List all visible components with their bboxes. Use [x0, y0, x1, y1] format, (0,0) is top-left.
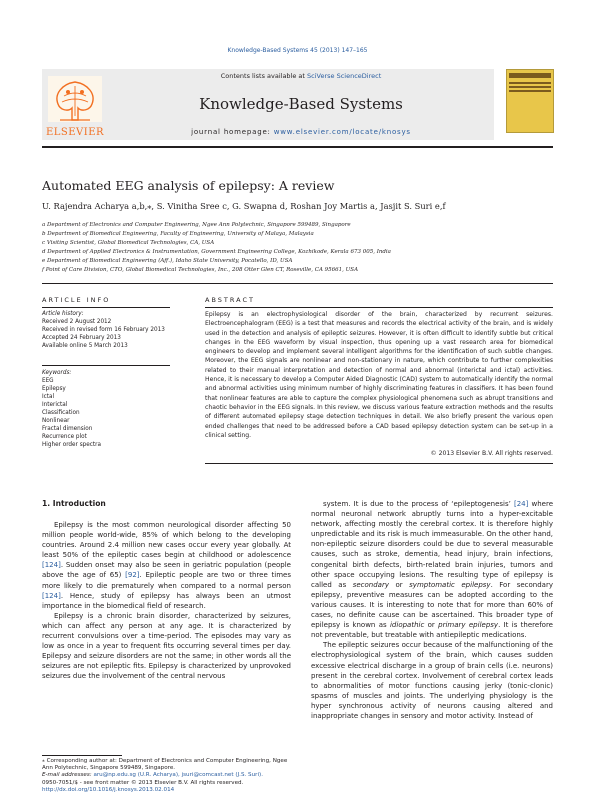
affiliation: a Department of Electronics and Computer Engineering, Ngee Ann Polytechnic, Singapore 599489, Singapore: [42, 222, 351, 228]
keyword: Classification: [42, 410, 80, 416]
contents-availability: [108, 72, 494, 80]
keyword: Ictal: [42, 394, 55, 400]
paragraph-text: Epilepsy is the most common neurological disorder affecting 50 million people world-wide, 85% of which belong to the developing countries. Around 2.4 million new cases occur every year globally. At least 50% of the epileptic cases begin at childhood or adolescence: [42, 521, 291, 560]
paragraph-text: . It is therefore not preventable, but treatable with antiepileptic medications.: [311, 621, 553, 640]
paragraph-text: system. It is due to the process of ‘epileptogenesis’: [323, 500, 514, 508]
citation-link[interactable]: [124]: [42, 561, 61, 570]
homepage-link[interactable]: www.elsevier.com/locate/knosys: [273, 128, 411, 136]
doi-link[interactable]: http://dx.doi.org/10.1016/j.knosys.2013.02.014: [42, 787, 175, 794]
affiliation: d Department of Applied Electronics & Instrumentation, Government Engineering College, Kozhikode, Kerala 673 005, India: [42, 249, 391, 255]
paragraph-text: secondary: [352, 580, 389, 589]
footnote-text: ⁎ Corresponding author at: Department of Electronics and Computer Engineering, Ngee Ann Polytechnic, Singapore 599489, Singapore.: [42, 758, 288, 772]
sciencedirect-link[interactable]: SciVerse ScienceDirect: [307, 72, 382, 80]
journal-title: Knowledge-Based Systems: [199, 95, 403, 113]
contents-prefix: Contents lists available at: [220, 72, 308, 80]
keyword: Nonlinear: [42, 418, 70, 424]
cover-line: [509, 86, 551, 88]
article-title: Automated EEG analysis of epilepsy: A review: [42, 178, 335, 193]
paragraph-text: . Sudden onset may also be seen in geriatric population (people above the age of 65): [42, 561, 291, 580]
body-column-right: [311, 499, 553, 721]
paragraph-text: . Epileptic people are two or three times more likely to die prematurely when compared to a normal person: [42, 571, 291, 590]
history-entry: Available online 5 March 2013: [42, 343, 128, 349]
section-heading-introduction: 1. Introduction: [42, 499, 106, 508]
copyright-notice: © 2013 Elsevier B.V. All rights reserved.: [430, 450, 553, 457]
history-entry: Received in revised form 16 February 2013: [42, 327, 165, 333]
affiliation: c Visiting Scientist, Global Biomedical Technologies, CA, USA: [42, 240, 215, 246]
publisher-logo-text: ELSEVIER: [45, 127, 105, 138]
journal-homepage: [108, 128, 494, 136]
abstract-end-divider: [205, 463, 553, 464]
paragraph-text: primary epilepsy: [438, 621, 499, 630]
cover-line: [509, 82, 551, 84]
paragraph-text: or: [389, 580, 410, 589]
body-column-left: [42, 520, 291, 682]
abstract-text: Epilepsy is an electrophysiological disorder of the brain, characterized by recurrent seizures. Electroencephalogram (EEG) is a test that measures and records the electrical activity of the brain, and is widely used in the detection and analysis of epileptic seizures. However, it is often difficult to identify subtle but critical changes in the EEG waveform by visual inspection, thus opening up a vast research area for biomedical engineers to develop and implement several intelligent algorithms for the identification of such subtle changes. Moreover, the EEG signals are nonlinear and non-stationary in nature, which contribute to further complexities related to their manual interpretation and detection of normal and abnormal (interictal and ictal) activities. Hence, it is necessary to develop a Computer Aided Diagnostic (CAD) system to automatically identify the normal and abnormal activities using minimum number of highly discriminating features in classifiers. It has been found that nonlinear features are able to capture the complex physiological phenomena such as abrupt transitions and chaotic behavior in the EEG signals. In this review, we discuss various feature extraction methods and the results of different automated epilepsy stage detection techniques in detail. We also briefly present the various open ended challenges that need to be addressed before a CAD based epilepsy detection system can be set-up in a clinical setting.: [205, 311, 553, 439]
header-divider: [42, 146, 553, 148]
keyword: Higher order spectra: [42, 442, 101, 448]
homepage-prefix: journal homepage:: [191, 128, 274, 136]
paragraph-text: . For secondary epilepsy, preventive measures can be adopted according to the various causes. It is interesting to note that for more than 60% of cases, no definite cause can be ascertained. This broader type of epilepsy is known as: [311, 580, 553, 630]
paragraph-text: where normal neuronal network abruptly turns into a hyper-excitable network, affecting mostly the cerebral cortex. It is therefore highly unpredictable and its risk is much immeasurable. On the other hand, non-epileptic seizure disorders could be due to several measurable causes, such as stroke, dementia, head injury, brain infections, congenital birth defects, birth-related brain injuries, tumors and other space occupying lesions. The resulting type of epilepsy is called as: [311, 500, 553, 589]
author-list: U. Rajendra Acharya a,b,⁎, S. Vinitha Sree c, G. Swapna d, Roshan Joy Martis a, Jasjit S. Suri e,f: [42, 201, 446, 211]
citation-link[interactable]: [24]: [514, 500, 529, 508]
citation-link[interactable]: [92]: [125, 571, 140, 580]
body-paragraph: [311, 499, 553, 640]
keyword: Interictal: [42, 402, 68, 408]
affiliation: e Department of Biomedical Engineering (Aff.), Idaho State University, Pocatello, ID, USA: [42, 258, 293, 264]
article-info-divider: [42, 307, 170, 308]
email-label: E-mail addresses:: [42, 772, 94, 779]
article-info-heading: ARTICLE INFO: [42, 296, 111, 304]
keywords-divider: [42, 365, 170, 366]
history-label: Article history:: [42, 311, 84, 317]
paragraph-text: The epileptic seizures occur because of the malfunctioning of the electrophysiological system of the brain, which causes sudden excessive electrical discharge in a group of brain cells (i.e. neurons) present in the cerebral cortex. Involvement of cerebral cortex leads to abnormalities of motor functions causing jerky (tonic-clonic) spasms of muscles and joints. The underlying physiology is the hyper synchronous activity of neurons causing altered and inappropriate changes in sensory and motor activity. Instead of: [311, 641, 553, 720]
keyword: Recurrence plot: [42, 434, 87, 440]
cover-title-band: [509, 73, 551, 78]
history-entry: Received 2 August 2012: [42, 319, 112, 325]
body-paragraph: [42, 520, 291, 611]
issn-line: 0950-7051/$ - see front matter © 2013 Elsevier B.V. All rights reserved.: [42, 780, 244, 786]
journal-reference[interactable]: Knowledge-Based Systems 45 (2013) 147–165: [227, 47, 368, 54]
corresponding-author-footnote: [42, 758, 292, 780]
keywords-label: Keywords:: [42, 370, 72, 376]
affiliation: b Department of Biomedical Engineering, Faculty of Engineering, University of Malaya, Malaysia: [42, 231, 314, 237]
paragraph-text: or: [424, 621, 439, 630]
keyword: Fractal dimension: [42, 426, 93, 432]
keyword: Epilepsy: [42, 386, 66, 392]
abstract-heading: ABSTRACT: [205, 296, 255, 304]
citation-link[interactable]: [124]: [42, 591, 61, 600]
footnote-divider: [42, 755, 122, 756]
publication-metadata: [42, 780, 243, 794]
paragraph-text: symptomatic epilepsy: [409, 580, 491, 589]
paragraph-text: . Hence, study of epilepsy has always been an utmost importance in the biomedical field of research.: [42, 591, 291, 610]
body-paragraph: [42, 611, 291, 682]
abstract-divider: [205, 307, 553, 308]
affiliation: f Point of Care Division, CTO, Global Biomedical Technologies, Inc., 208 Otter Glen CT, Roseville, CA 95661, USA: [42, 267, 359, 273]
title-divider: [42, 283, 553, 284]
paragraph-text: idiopathic: [389, 621, 425, 630]
email-line: [42, 772, 292, 779]
body-paragraph: [311, 640, 553, 721]
paragraph-text: Epilepsy is a chronic brain disorder, characterized by seizures, which can affect any person at any age. It is characterized by recurrent convulsions over a time-period. The episodes may vary as low as once in a year to frequent fits occurring several times per day. Epilepsy and seizure disorders are not the same; in other words all the seizures are not epileptic fits. Epilepsy is characterized by unprovoked seizures due the involvement of the central nervous: [42, 611, 291, 681]
email-addresses[interactable]: aru@np.edu.sg (U.R. Acharya), jsuri@comcast.net (J.S. Suri).: [93, 772, 263, 779]
cover-line: [509, 90, 551, 92]
journal-cover-thumbnail: [506, 69, 554, 133]
history-entry: Accepted 24 February 2013: [42, 335, 121, 341]
keyword: EEG: [42, 378, 54, 384]
